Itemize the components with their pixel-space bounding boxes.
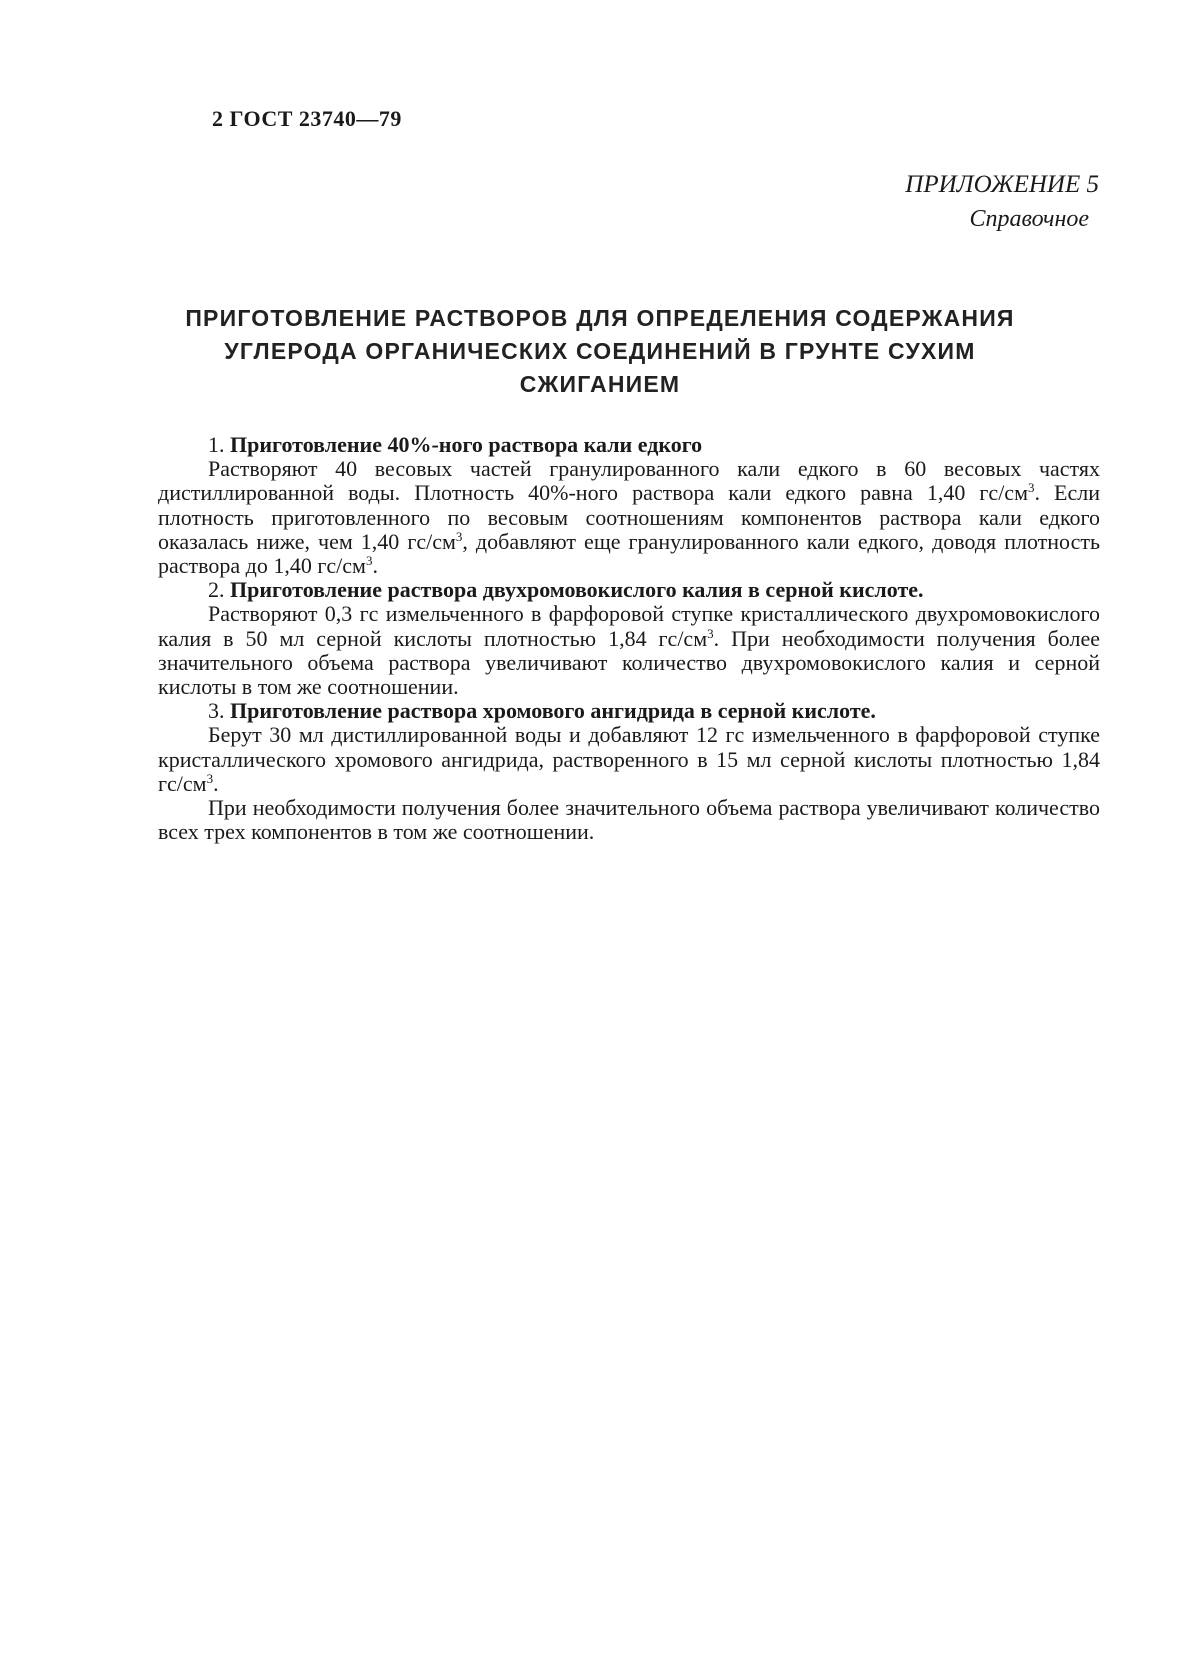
closing-paragraph: При необходимости получения более значительного объема раствора увеличивают количество всех трех компонентов в том же соотношении. [158, 795, 1100, 845]
section-1-heading [158, 433, 1100, 457]
section-3-number: 3. [208, 698, 225, 724]
section-1-paragraph [158, 457, 1100, 578]
page-header: 2 ГОСТ 23740—79 [212, 106, 402, 131]
section-2-heading-text: Приготовление раствора двухромовокислого калия в серной кислоте. [230, 577, 924, 603]
paragraph-text: Берут 30 мл дистиллированной воды и добавляют 12 гс измельченного в фарфоровой ступке кристаллического хромового ангидрида, растворенного в 15 мл серной кислоты плотностью 1,84 гс/см [158, 722, 1100, 796]
document-title [150, 302, 1050, 401]
section-2-paragraph [158, 602, 1100, 699]
superscript: 3 [365, 553, 373, 569]
section-3-heading-text: Приготовление раствора хромового ангидрида в серной кислоте. [230, 698, 876, 724]
title-line: СЖИГАНИЕМ [519, 371, 681, 397]
paragraph-text: , добавляют еще гранулированного кали едкого, доводя плотность раствора до 1,40 гс/см [158, 528, 1100, 579]
appendix-label-block [905, 168, 1099, 236]
section-1-number: 1. [208, 432, 225, 457]
superscript: 3 [455, 528, 463, 544]
section-2-heading [158, 578, 1100, 602]
paragraph-text: . Если плотность приготовленного по весовым соотношениям компонентов раствора кали едкого оказалась ниже, чем 1,40 гс/см [158, 480, 1100, 554]
paragraph-text: . При необходимости получения более значительного объема раствора увеличивают количество двухромовокислого калия и серной кислоты в том же соотношении. [158, 625, 1100, 700]
title-line: ПРИГОТОВЛЕНИЕ РАСТВОРОВ ДЛЯ ОПРЕДЕЛЕНИЯ СОДЕРЖАНИЯ [185, 305, 1015, 331]
appendix-label: ПРИЛОЖЕНИЕ 5 [905, 171, 1099, 198]
section-2-number: 2. [208, 577, 225, 603]
paragraph-text: Растворяют 40 весовых частей гранулированного кали едкого в 60 весовых частях дистиллированной воды. Плотность 40%-ного раствора кали едкого равна 1,40 гс/см [158, 456, 1100, 506]
document-body [158, 433, 1100, 844]
superscript: 3 [206, 770, 214, 786]
paragraph-text: . [372, 553, 378, 579]
superscript: 3 [1028, 480, 1035, 496]
superscript: 3 [707, 625, 714, 641]
section-3-paragraph [158, 723, 1100, 796]
paragraph-text: Растворяют 0,3 гс измельченного в фарфоровой ступке кристаллического двухромовокислого калия в 50 мл серной кислоты плотностью 1,84 гс/см [158, 601, 1100, 651]
section-1-heading-text: Приготовление 40%-ного раствора кали едкого [230, 432, 703, 457]
paragraph-text: . [213, 770, 219, 796]
title-line: УГЛЕРОДА ОРГАНИЧЕСКИХ СОЕДИНЕНИЙ В ГРУНТЕ СУХИМ [224, 338, 976, 364]
section-3-heading [158, 699, 1100, 723]
appendix-subtitle: Справочное [969, 206, 1089, 232]
